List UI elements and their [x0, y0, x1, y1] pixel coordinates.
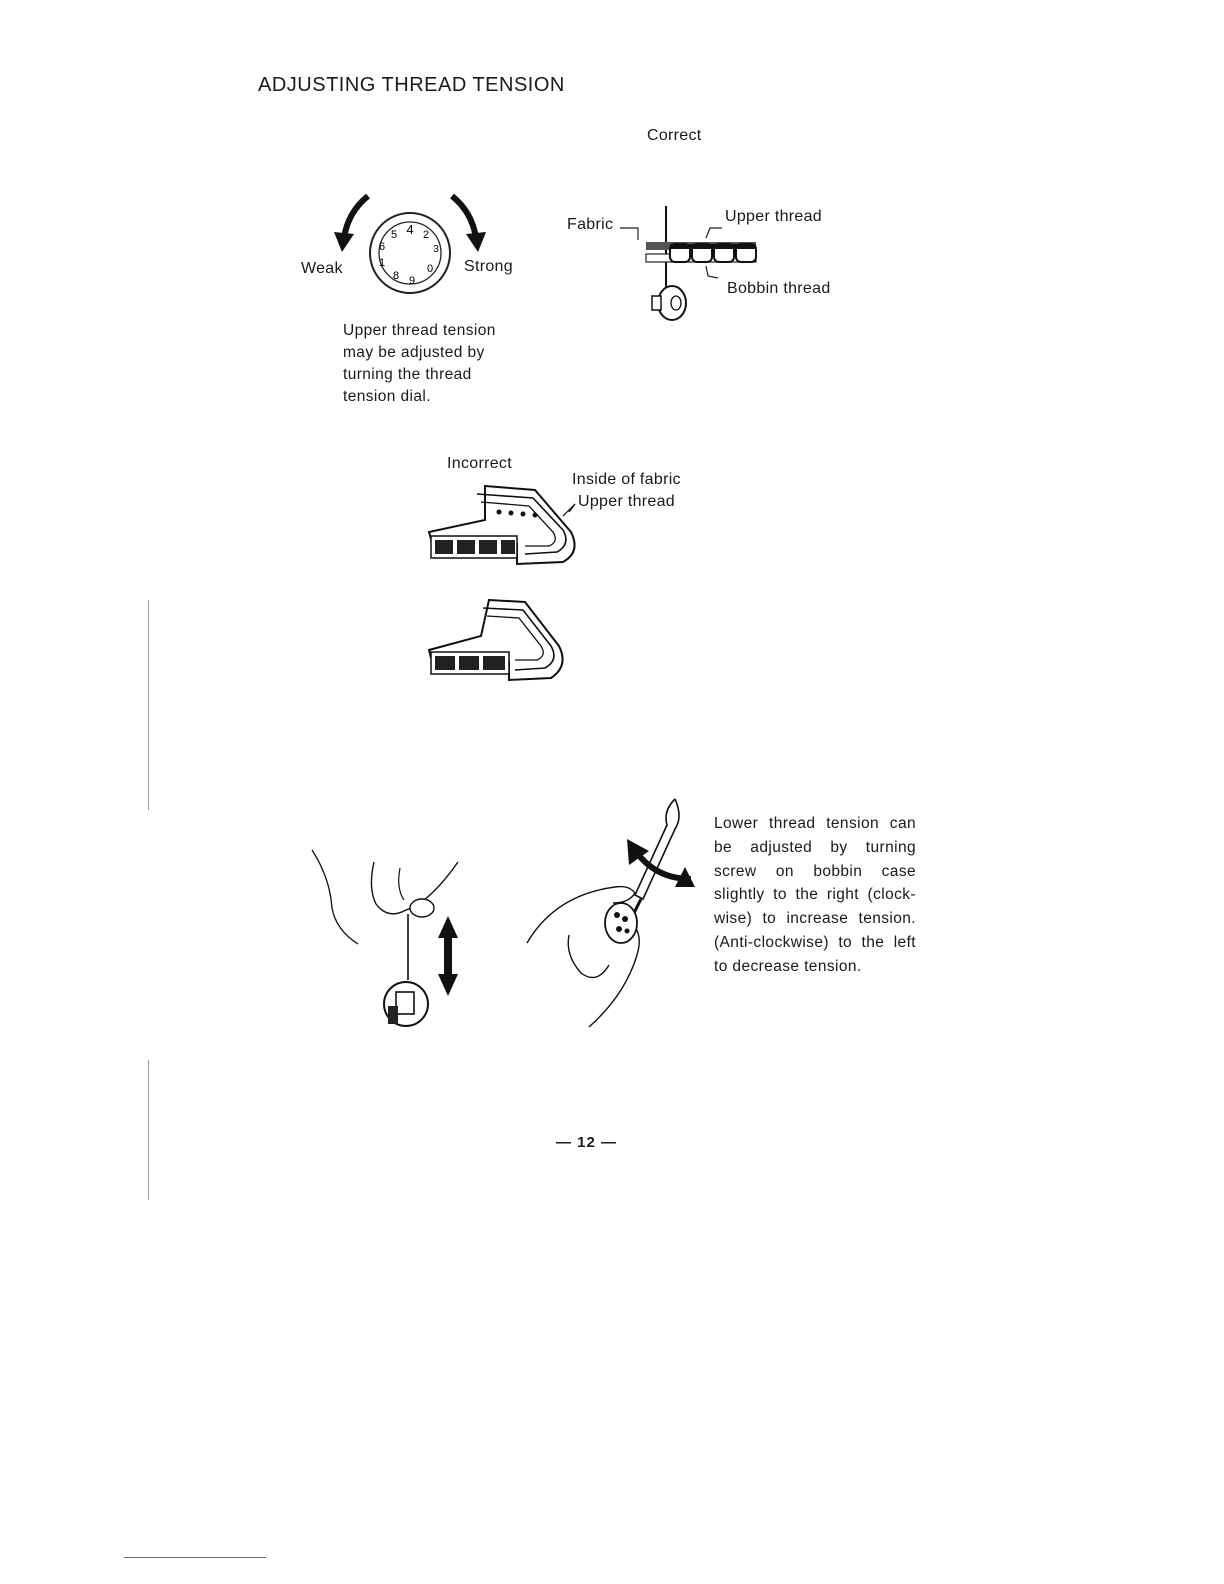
label-inside-of-fabric: Inside of fabric [572, 471, 681, 488]
lower-tension-text: Lower thread tension can be adjusted by turning screw on bobbin case slightly to the right (clock-wise) to increase tension. (Anti-clockwise) to the left to decrease tension. [714, 815, 916, 975]
bobbin-icon [658, 286, 686, 320]
label-upper-thread: Upper thread [725, 208, 822, 225]
caption-line: Upper thread tension [343, 322, 496, 339]
caption-line: tension dial. [343, 388, 431, 405]
dial-number: 4 [406, 222, 414, 237]
label-weak: Weak [301, 260, 343, 277]
incorrect-heading: Incorrect [447, 455, 512, 472]
page-title: ADJUSTING THREAD TENSION [258, 74, 565, 96]
bottom-rule [124, 1557, 266, 1558]
correct-heading: Correct [647, 127, 702, 144]
up-down-arrow-icon [438, 916, 458, 996]
caption-line: may be adjusted by [343, 344, 485, 361]
weak-arrowhead [334, 232, 354, 252]
dial-number: 2 [422, 229, 430, 241]
dial-number: 3 [433, 244, 439, 255]
page-number: — 12 — [556, 1134, 618, 1151]
dial-number: 5 [390, 229, 398, 241]
dial-number: 0 [426, 263, 434, 275]
dial-number: 6 [378, 241, 386, 253]
label-bobbin-thread: Bobbin thread [727, 280, 831, 297]
incorrect-diagram-top [425, 482, 595, 572]
bobbin-case-hang-illustration [310, 848, 480, 1048]
dial-number: 8 [392, 270, 400, 282]
dial-number: 1 [378, 257, 386, 269]
strong-arrowhead [466, 232, 486, 252]
dial-caption [343, 320, 543, 408]
strong-arrow-icon [452, 196, 476, 238]
label-strong: Strong [464, 258, 513, 275]
incorrect-diagram-bottom [425, 596, 575, 688]
dial-number: 9 [408, 275, 416, 287]
weak-arrow-icon [344, 196, 368, 238]
label-upper-thread-incorrect: Upper thread [578, 493, 675, 510]
scan-artifact-line [148, 1060, 149, 1200]
correct-stitch-diagram [612, 200, 772, 330]
label-fabric: Fabric [567, 216, 614, 233]
tension-dial-illustration [330, 190, 490, 310]
screwdriver-adjust-illustration [525, 795, 705, 1030]
scan-artifact-line [148, 600, 149, 810]
caption-line: turning the thread [343, 366, 472, 383]
